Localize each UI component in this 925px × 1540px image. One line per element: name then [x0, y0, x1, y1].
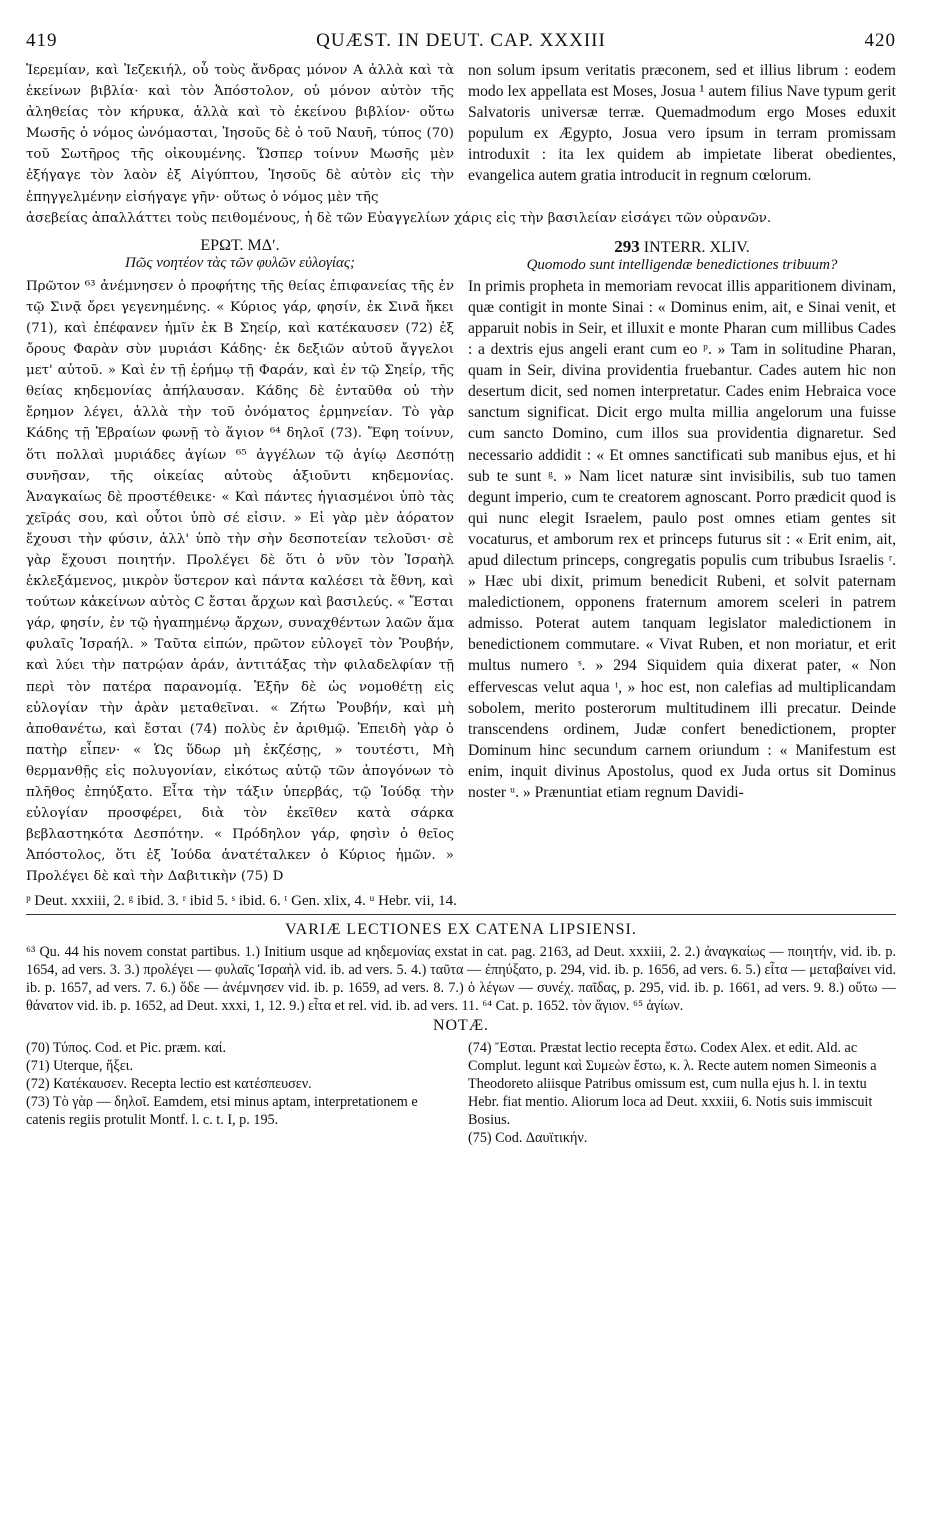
section-headings: [26, 229, 896, 276]
column-number: 293: [614, 236, 640, 256]
variae-text: ⁶³ Qu. 44 his novem constat partibus. 1.) Initium usque ad κηδεμονίας exstat in cat. pag. 2163, ad Deut. xxxiii, 2. 2.) ἀναγκαίως — ποιητήν, vid. ib. p. 1654, ad vers. 3. 3.) προλέγει — φυλαῖς Ἰσραὴλ vid. ib. ad vers. 5. 4.) ταῦτα — ἐπηύξατο, p. 294, vid. ib. p. 1656, ad vers. 6. 5.) εἶτα — μεταβαίνει vid. ib. p. 1657, ad vers. 7. 6.) ὅδε — ἀνέμνησεν vid. ib. p. 1659, ad vers. 8. 7.) ὁ λέγων — συνέχ. παῖδας, p. 295, vid. ib. p. 1661, ad vers. 9. 8.) οὕτω — θάνατον vid. ib. p. 1652, ad Deut. xxxi, 1, 12. 9.) εἶτα et rel. vid. ib. ad vers. 11. ⁶⁴ Cat. p. 1652. τὸν ἅγιον. ⁶⁵ ἁγίων.: [26, 944, 896, 1015]
body-columns: [26, 276, 896, 888]
scripture-references: ᵖ Deut. xxxiii, 2. ᵍ ibid. 3. ʳ ibid 5. ˢ ibid. 6. ᵗ Gen. xlix, 4. ᵘ Hebr. vii, 14.: [26, 893, 457, 910]
note-item: (71) Uterque, ἥξει.: [26, 1058, 134, 1075]
note-item: (74) Ἔσται. Præstat lectio recepta ἔστω. Codex Alex. et edit. Ald. ac Complut. legunt καὶ Συμεὼν ἔστω, κ. λ. Recte autem nomen Simeonis a Theodoreto aliisque Patribus omissum est, cum nulla ejus h. l. in textu Hebr. fiat mentio. Aliorum loca ad Deut. xxxiii, 6. Notis suis immiscuit Bosius.: [468, 1040, 877, 1129]
notae-title: NOTÆ.: [432, 1017, 490, 1035]
latin-question-subtitle: Quomodo sunt intelligendæ benedictiones tribuum?: [526, 256, 838, 273]
divider: [26, 914, 896, 915]
right-page-number: 420: [864, 30, 896, 51]
notes-columns: [26, 1039, 896, 1147]
book-page: [26, 30, 896, 1147]
greek-question-title: ΕΡΩΤ. ΜΔʹ.: [200, 236, 280, 254]
note-item: (70) Τύπος. Cod. et Pic. præm. καί.: [26, 1040, 227, 1057]
note-item: (72) Κατέκαυσεν. Recepta lectio est κατέσπευσεν.: [26, 1076, 312, 1093]
latin-text-body: In primis propheta in memoriam revocat illis apparitionem divinam, quæ contigit in monte Sinai : « Dominus enim, ait, e Sinai venit, et apparuit nobis in Seir, et illuxit e monte Pharan cum millibus Cades : a dextris ejus angeli erant cum eo ᵖ. » Tam in solitudine Pharan, quam in Seir, divina providentia fruebantur. Cades autem hic non desertum dicit, sed nomen interpretatur. Cades enim Hebraica voce sanctum significat. Dicit ergo multa millia angelorum una fuisse cum sancto Domino, cum illos sua providentia dignaretur. Sed necessario addidit : « Et omnes sanctificati sub manibus ejus, et hi sub te sunt ᵍ. » Nam licet naturæ sint invisibilis, sub tuo tamen degunt imperio, cum te creatorem agnoscant. Porro prædicit quod is qui nunc elegit Israelem, paulo post omnes etiam gentes sit vocaturus, et amborum rex et princeps futurus sit : « Erit enim, ait, apud dilectum princeps, congregatis populis cum tribubus Israelis ʳ. » Hæc ubi dixit, primum benedicit Rubeni, et solvit paternam maledictionem, opponens fraternum amorem sceleri in patrem admisso. Poterat autem tanquam legislator maledictionem in benedictionem commutare. « Vivat Ruben, et non moriatur, et erit multus numero ˢ. » 294 Siquidem quia dixerat pater, « Non effervescas velut aqua ᵗ, » hoc est, non calefias ad multiplicandam sobolem, merito posterorum multitudinem illi precatur. Deinde transcendens ordinem, Judæ confert benedictionem, propter Dominum hinc secundum carnem oriundum : « Manifestum est enim, inquit divinus Apostolus, quod ex Juda ortus sit Dominus noster ᵘ. » Prænuntiat etiam regnum Davidi-: [468, 277, 896, 801]
greek-heading-block: [26, 229, 454, 276]
left-page-number: 419: [26, 30, 58, 51]
latin-text-top: non solum ipsum veritatis præconem, sed et illius librum : eodem modo lex appellata est Moses, Josua ¹ autem filius Nave typum gerit Salvatoris universæ terræ. Quemadmodum ergo Moses eduxit populum ex Ægypto, Josua vero ipsum in terram promissam introduxit : ita lex quidem ab impietate liberat obedientes, evangelica autem gratia introducit in regnum cœlorum.: [468, 62, 896, 185]
latin-column-top: [468, 60, 896, 208]
greek-column-body: [26, 276, 454, 888]
greek-text-top: Ἰερεμίαν, καὶ Ἰεζεκιήλ, οὗ τοὺς ἄνδρας μόνον A ἀλλὰ καὶ τὰ ἐκείνων βιβλία· καὶ τὸν Ἀπόστολον, οὐ μόνον αὐτὸν τῆς ἀληθείας τὸν κήρυκα, ἀλλὰ καὶ τὸ ἐκείνου βιβλίον· οὕτω Μωσῆς ὁ νόμος ὠνόμασται, Ἰησοῦς δὲ ὁ τοῦ Ναυῆ, τύπος (70) τοῦ Σωτῆρος τῆς οἰκουμένης. Ὥσπερ τοίνυν Μωσῆς μὲν ἐξήγαγε τὸν λαὸν ἐξ Αἰγύπτου, Ἰησοῦς δὲ αὐτὸν εἰς τὴν ἐπηγγελμένην εἰσήγαγε γῆν· οὕτως ὁ νόμος μὲν τῆς: [26, 63, 454, 205]
notes-left-column: [26, 1039, 454, 1147]
note-item: (75) Cod. Δαυϊτικήν.: [468, 1130, 588, 1147]
latin-question-label: INTERR. XLIV.: [643, 238, 750, 256]
running-title: QUÆST. IN DEUT. CAP. XXXIII: [316, 30, 606, 51]
greek-column-top: [26, 60, 454, 208]
top-columns: [26, 60, 896, 208]
greek-text-body: Πρῶτον ⁶³ ἀνέμνησεν ὁ προφήτης τῆς θείας ἐπιφανείας τῆς ἐν τῷ Σινᾷ ὄρει γεγενημένης. « Κύριος γάρ, φησίν, ἐκ Σινᾶ ἥκει (71), καὶ ἐπέφανεν ἡμῖν ἐκ B Σηείρ, καὶ κατέκαυσεν (72) ἐξ ὄρους Φαρὰν σὺν μυριάσι Κάδης· ἐκ δεξιῶν αὐτοῦ ἄγγελοι μετ' αὐτοῦ. » Καὶ ἐν τῇ ἐρήμῳ τῇ Φαράν, καὶ ἐν τῷ Σηείρ, τῆς θείας κηδεμονίας ἀπήλαυσαν. Κάδης δὲ ἐνταῦθα οὐ τὴν ἔρημον λέγει, ἀλλὰ τὴν τοῦ ὀνόματος ἑρμηνείαν. Τὸ γὰρ Κάδης τῇ Ἑβραίων φωνῇ τὸ ἅγιον ⁶⁴ δηλοῖ (73). Ἔφη τοίνυν, ὅτι πολλαὶ μυριάδες ἁγίων ⁶⁵ ἀγγέλων τῷ ἁγίῳ Δεσπότῃ συνῆσαν, τῆς οἰκείας αὐτοὺς ἀξιοῦντι κηδεμονίας. Ἀναγκαίως δὲ προστέθεικε· « Καὶ πάντες ἡγιασμένοι ὑπὸ τὰς χεῖράς σου, καὶ οὗτοι ὑπὸ σέ εἰσιν. » Εἰ γὰρ μὲν ἀόρατον ἔχουσι τὴν φύσιν, ἀλλ' ὑπὸ τὴν σὴν δεσποτείαν τελοῦσι· σὲ γὰρ ἔχουσι ποιητήν. Προλέγει δὲ ὅτι ὁ νῦν τὸν Ἰσραὴλ ἐκλεξάμενος, μικρὸν ὕστερον καὶ πάντα καλέσει τὰ ἔθνη, καὶ τούτων κἀκείνων αὐτὸς C ἔσται ἄρχων καὶ βασιλεύς. « Ἔσται γάρ, φησίν, ἐν τῷ ἠγαπημένῳ ἄρχων, συναχθέντων λαῶν ἅμα φυλαῖς Ἰσραήλ. » Ταῦτα εἰπών, πρῶτον εὐλογεῖ τὸν Ῥουβήν, καὶ λύει τὴν πατρῴαν ἀράν, ἀντιτάξας τὴν φιλαδελφίαν τῇ περὶ τὸν πατέρα παρανομίᾳ. Ἐξῆν δὲ ὡς νομοθέτῃ εἰς εὐλογίαν τὴν ἀρὰν μεταθεῖναι. « Ζήτω Ῥουβήν, καὶ μὴ ἀποθανέτω, καὶ ἔσται (74) πολὺς ἐν ἀριθμῷ. Ἐπειδὴ γὰρ ὁ πατὴρ εἶπεν· « Ὡς ὕδωρ μὴ ἐκζέσῃς, » τουτέστι, Μὴ θερμανθῇς εἰς πολυγονίαν, εἰκότως αὐτῷ τῶν ἀπογόνων τὸ πλῆθος ἐπηύξατο. Εἶτα τὴν τάξιν ὑπερβάς, τῷ Ἰούδᾳ τὴν εὐλογίαν προσφέρει, διὰ τὸν ἐκεῖθεν κατὰ σάρκα βεβλαστηκότα Δεσπότην. « Πρόδηλον γάρ, φησὶν ὁ θεῖος Ἀπόστολος, ὅτι ἐξ Ἰούδα ἀνατέταλκεν ὁ Κύριος ἡμῶν. » Προλέγει δὲ καὶ τὴν Δαβιτικὴν (75) D: [26, 278, 454, 885]
latin-question-title: [468, 237, 896, 257]
latin-heading-block: [468, 229, 896, 276]
greek-spanning-line: ἀσεβείας ἀπαλλάττει τοὺς πειθομένους, ἡ δὲ τῶν Εὐαγγελίων χάρις εἰς τὴν βασιλείαν εἰσάγει τῶν οὐρανῶν.: [26, 210, 772, 226]
note-item: (73) Τὸ γὰρ — δηλοῖ. Eamdem, etsi minus aptam, interpretationem e catenis regiis protulit Montf. l. c. t. I, p. 195.: [26, 1094, 418, 1129]
variae-title: VARIÆ LECTIONES EX CATENA LIPSIENSI.: [285, 921, 637, 939]
running-header: [26, 30, 896, 60]
greek-question-subtitle: Πῶς νοητέον τὰς τῶν φυλῶν εὐλογίας;: [125, 254, 355, 271]
notes-right-column: [468, 1039, 896, 1147]
latin-column-body: [468, 276, 896, 888]
